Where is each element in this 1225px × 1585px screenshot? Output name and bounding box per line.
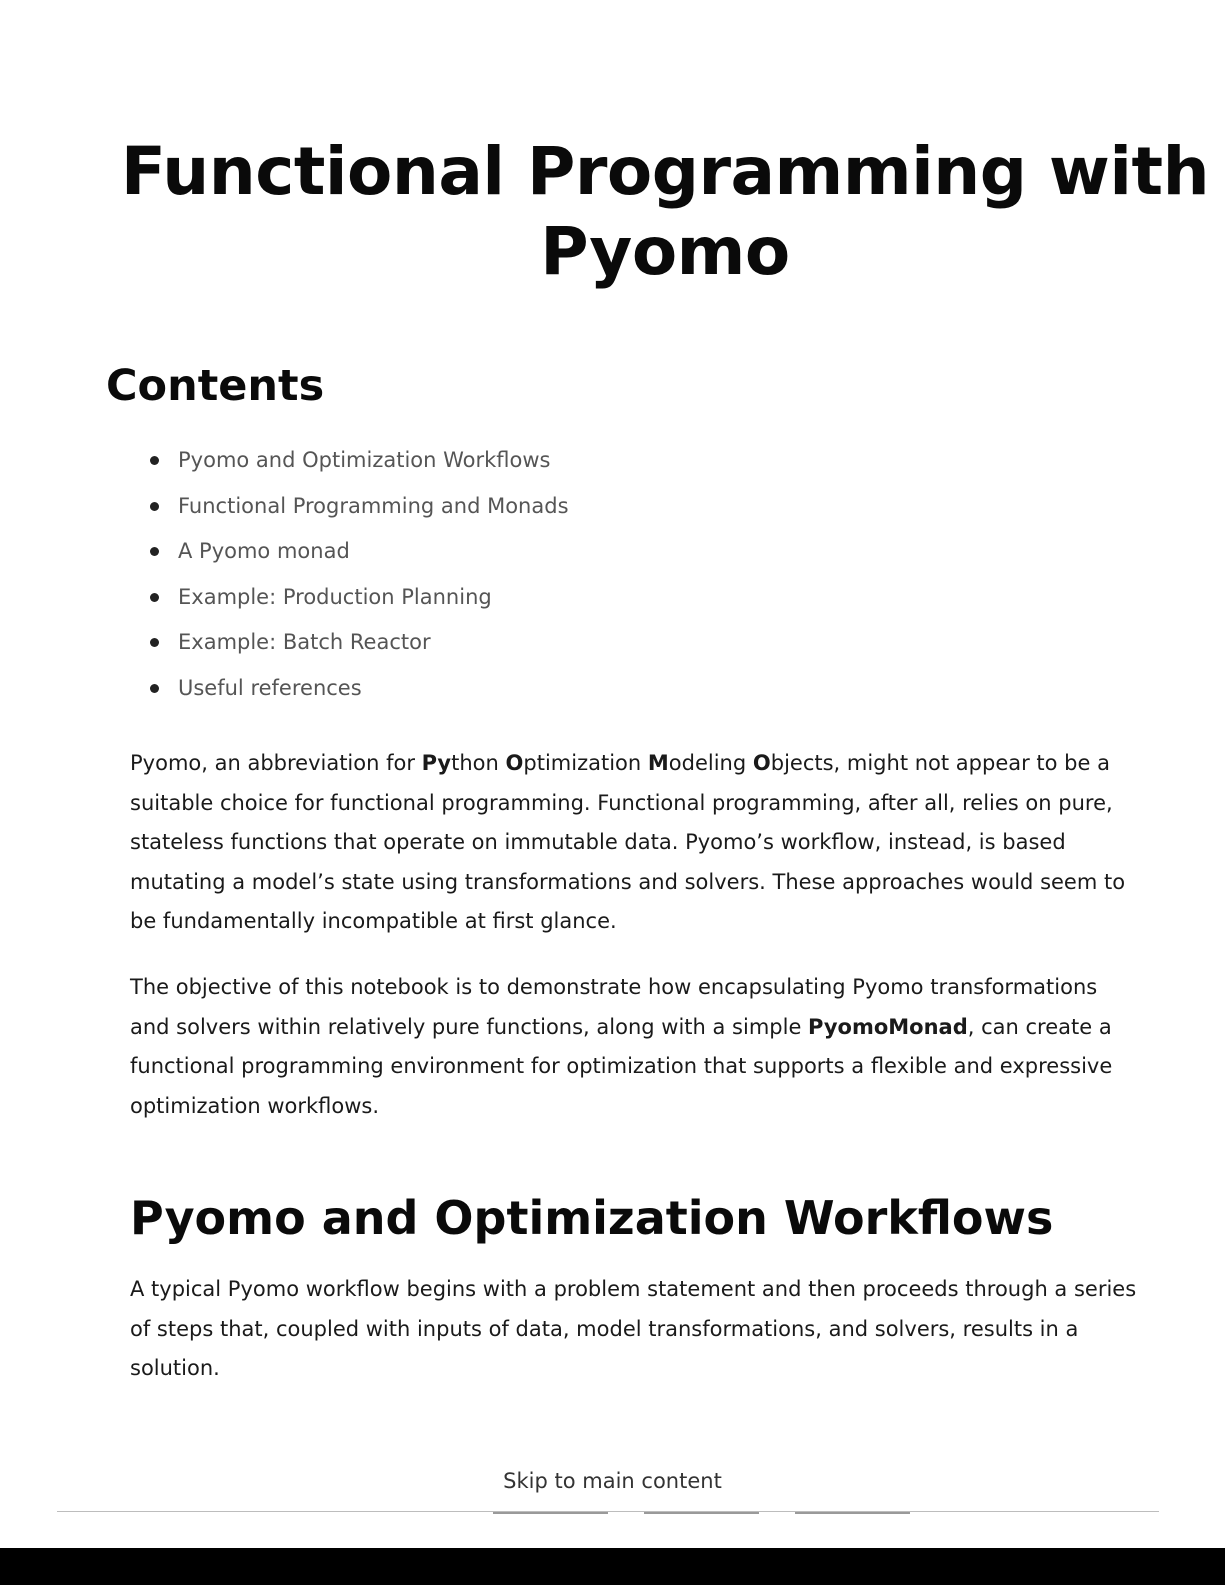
objective-bold: PyomoMonad bbox=[808, 1014, 968, 1039]
bullet-icon bbox=[150, 593, 159, 602]
objective-text: , can create a functional programming environment for optimization that supports a flexible and expressive optimization workflows. bbox=[130, 1014, 1113, 1118]
toc-item-label[interactable]: Example: Production Planning bbox=[178, 584, 492, 609]
skip-to-main-content-link[interactable]: Skip to main content bbox=[503, 1469, 722, 1493]
objective-paragraph bbox=[130, 968, 1140, 1126]
section-heading: Pyomo and Optimization Workflows bbox=[130, 1191, 1054, 1245]
bullet-icon bbox=[150, 456, 159, 465]
intro-bold: O bbox=[505, 751, 524, 775]
toc-item-pyomo-monad[interactable] bbox=[148, 534, 569, 580]
intro-text: ptimization bbox=[523, 751, 648, 775]
toc-item-label[interactable]: A Pyomo monad bbox=[178, 539, 350, 563]
bullet-icon bbox=[150, 684, 159, 693]
toc-item-label[interactable]: Example: Batch Reactor bbox=[178, 630, 431, 654]
intro-text: odeling bbox=[668, 751, 753, 775]
toc-item-useful-references[interactable] bbox=[148, 671, 569, 717]
footer-divider bbox=[57, 1511, 1159, 1512]
toc-item-pyomo-workflows[interactable] bbox=[148, 443, 569, 489]
tab-indicator bbox=[795, 1512, 910, 1514]
objective-text: The objective of this notebook is to demonstrate how encapsulating Pyomo transformations and solvers within relatively pure functions, along with a simple bbox=[130, 975, 1098, 1039]
bullet-icon bbox=[150, 502, 159, 511]
intro-text: bjects, might not appear to be a suitable choice for functional programming. Functional programming, after all, relies on pure, stateless functions that operate on immutable data. Pyomo’s workflow, instead, is based mutating a model’s state using transformations and solvers. These approaches would seem to be fundamentally incompatible at first glance. bbox=[130, 751, 1126, 933]
intro-text: thon bbox=[451, 751, 506, 775]
intro-paragraph bbox=[130, 744, 1140, 942]
toc-item-label[interactable]: Functional Programming and Monads bbox=[178, 493, 569, 518]
contents-heading: Contents bbox=[106, 361, 325, 411]
intro-bold: O bbox=[752, 751, 771, 775]
tab-indicator bbox=[493, 1512, 608, 1514]
toc-item-production-planning[interactable] bbox=[148, 580, 569, 626]
intro-bold: M bbox=[647, 751, 669, 775]
section-paragraph: A typical Pyomo workflow begins with a problem statement and then proceeds through a series of steps that, coupled with inputs of data, model transformations, and solvers, results in a solution. bbox=[130, 1277, 1137, 1380]
toc-item-label[interactable]: Useful references bbox=[178, 675, 362, 700]
toc-item-batch-reactor[interactable] bbox=[148, 625, 569, 671]
toc-item-functional-programming[interactable] bbox=[148, 489, 569, 535]
bullet-icon bbox=[150, 547, 159, 556]
intro-bold: Py bbox=[421, 751, 452, 775]
table-of-contents bbox=[148, 443, 569, 716]
tab-indicator bbox=[644, 1512, 759, 1514]
bullet-icon bbox=[150, 638, 159, 647]
page-title: Functional Programming with Pyomo bbox=[120, 133, 1210, 290]
bottom-bar bbox=[0, 1548, 1225, 1585]
toc-item-label[interactable]: Pyomo and Optimization Workflows bbox=[178, 448, 551, 472]
intro-text: Pyomo, an abbreviation for bbox=[130, 751, 422, 775]
